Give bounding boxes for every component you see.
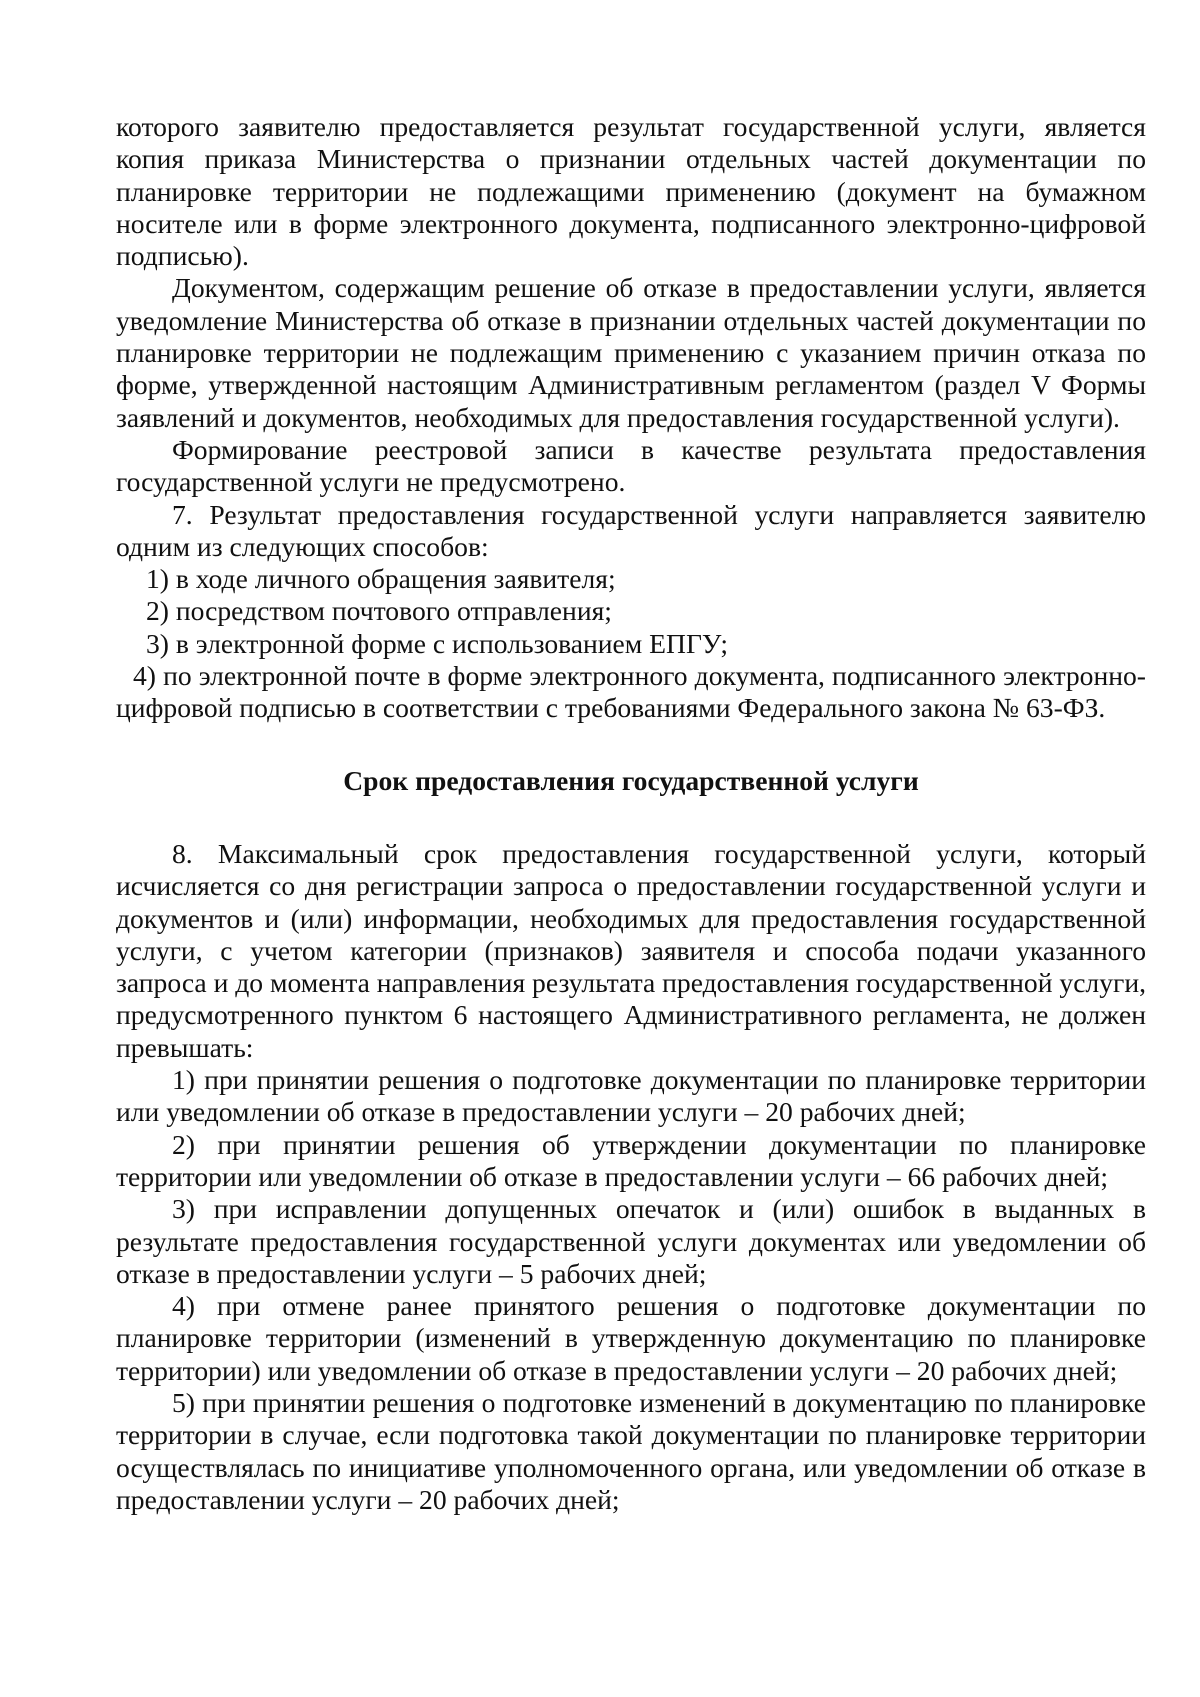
item-8-term-4: 4) при отмене ранее принятого решения о подготовке документации по планировке территории (изменений в утвержденную документацию по планировке территории) или уведомлении об отказе в предоставлении услуги – 20 рабочих дней; [116,1290,1146,1386]
paragraph-registry-record: Формирование реестровой записи в качестве результата предоставления государственной услуги не предусмотрено. [116,433,1146,498]
item-7-option-4: 4) по электронной почте в форме электронного документа, подписанного электронно-цифровой подписью в соответствии с требованиями Федерального закона № 63-ФЗ. [116,660,1146,724]
paragraph-continuation: которого заявителю предоставляется результат государственной услуги, является копия приказа Министерства о признании отдельных частей документации по планировке территории не подлежащими применению (документ на бумажном носителе или в форме электронного документа, подписанного электронно-цифровой подписью). [116,111,1146,272]
section-heading: Срок предоставления государственной услуги [343,764,919,796]
item-8-term-5: 5) при принятии решения о подготовке изменений в документацию по планировке территории в случае, если подготовка такой документации по планировке территории осуществлялась по инициативе уполномоченного органа, или уведомлении об отказе в предоставлении услуги – 20 рабочих дней; [116,1386,1146,1515]
item-7-option-2: 2) посредством почтового отправления; [146,595,612,627]
paragraph-refusal-document: Документом, содержащим решение об отказе в предоставлении услуги, является уведомление Министерства об отказе в признании отдельных частей документации по планировке территории не подлежащим применению с указанием причин отказа по форме, утвержденной настоящим Административным регламентом (раздел V Формы заявлений и документов, необходимых для предоставления государственной услуги). [116,272,1146,433]
item-8-term-2: 2) при принятии решения об утверждении документации по планировке территории или уведомлении об отказе в предоставлении услуги – 66 рабочих дней; [116,1128,1146,1192]
item-7-intro: 7. Результат предоставления государственной услуги направляется заявителю одним из следующих способов: [116,498,1146,562]
item-8-intro: 8. Максимальный срок предоставления государственной услуги, который исчисляется со дня регистрации запроса о предоставлении государственной услуги и документов и (или) информации, необходимых для предоставления государственной услуги, с учетом категории (признаков) заявителя и способа подачи указанного запроса и до момента направления результата предоставления государственной услуги, предусмотренного пунктом 6 настоящего Административного регламента, не должен превышать: [116,837,1146,1063]
document-page [116,111,1146,1516]
item-8-term-1: 1) при принятии решения о подготовке документации по планировке территории или уведомлении об отказе в предоставлении услуги – 20 рабочих дней; [116,1064,1146,1128]
item-7-option-3: 3) в электронной форме с использованием ЕПГУ; [146,627,729,659]
item-8-term-3: 3) при исправлении допущенных опечаток и (или) ошибок в выданных в результате предоставления государственной услуги документах или уведомлении об отказе в предоставлении услуги – 5 рабочих дней; [116,1193,1146,1289]
item-7-option-1: 1) в ходе личного обращения заявителя; [146,563,616,595]
